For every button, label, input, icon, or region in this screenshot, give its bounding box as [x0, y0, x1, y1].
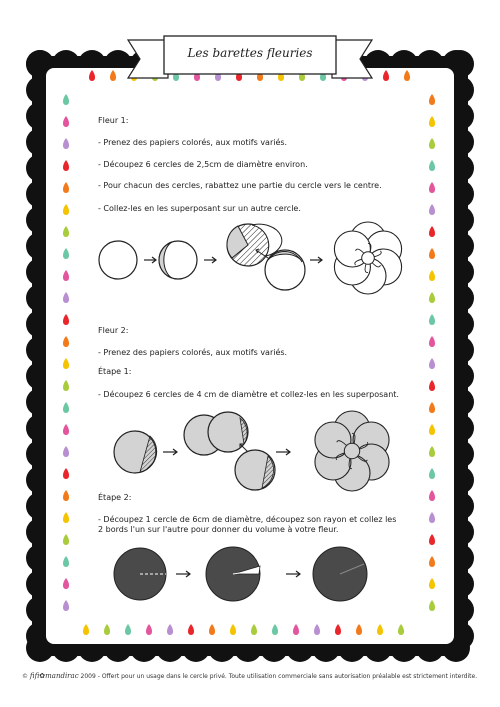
stage1-heading: Étape 1: [98, 367, 132, 376]
flower1-step: - Pour chacun des cercles, rabattez une partie du cercle vers le centre. [98, 181, 382, 190]
arrow-right-icon [176, 571, 190, 577]
flower-icon [334, 222, 401, 294]
flower2-heading: Fleur 2: [98, 326, 129, 335]
flower-icon: ✿ [39, 672, 46, 680]
stage2-text: - Découpez 1 cercle de 6cm de diamètre, découpez son rayon et collez les 2 bords l'un sur l'autre pour donner du volume à votre fleur. [98, 515, 397, 534]
plain-circle [99, 241, 137, 279]
page-title: Les barettes fleuries [187, 46, 313, 60]
flower2-intro: - Prenez des papiers colorés, aux motifs variés. [98, 348, 288, 357]
dark-disc-with-cut-line [114, 548, 166, 600]
overlapping-discs [184, 412, 275, 490]
flower1-diagram [0, 215, 500, 305]
footer-year: 2009 - [80, 673, 100, 680]
folded-circle [159, 241, 197, 279]
dark-disc-cut-open [206, 547, 260, 601]
arrow-right-icon [276, 449, 290, 455]
arrow-right-icon [310, 257, 322, 263]
flower1-heading: Fleur 1: [98, 116, 129, 125]
stage2-heading: Étape 2: [98, 493, 132, 502]
flower-icon [315, 411, 389, 491]
brand-left: fifi [29, 672, 40, 680]
footer-notice: Offert pour un usage dans le cercle privé. Toute utilisation commerciale sans autorisation préalable est strictement interdite. [101, 673, 478, 680]
arrow-right-icon [204, 257, 216, 263]
brand-right: mandirac [45, 672, 79, 680]
stage1-text: - Découpez 6 cercles de 4 cm de diamètre et collez-les en les superposant. [98, 390, 399, 399]
arrow-right-icon [144, 257, 156, 263]
flower1-step: - Prenez des papiers colorés, aux motifs variés. [98, 138, 288, 147]
copyright-symbol: © [22, 673, 28, 680]
folding-pieces [227, 224, 305, 290]
stage2-diagram [0, 545, 500, 610]
arrow-right-icon [163, 449, 177, 455]
dark-disc-glued [313, 547, 367, 601]
flower1-step: - Collez-les en les superposant sur un autre cercle. [98, 204, 301, 213]
gray-disc [114, 431, 157, 473]
flower1-step: - Découpez 6 cercles de 2,5cm de diamètre environ. [98, 160, 308, 169]
footer [22, 672, 492, 680]
arrow-right-icon [286, 571, 300, 577]
stage1-diagram [0, 405, 500, 505]
